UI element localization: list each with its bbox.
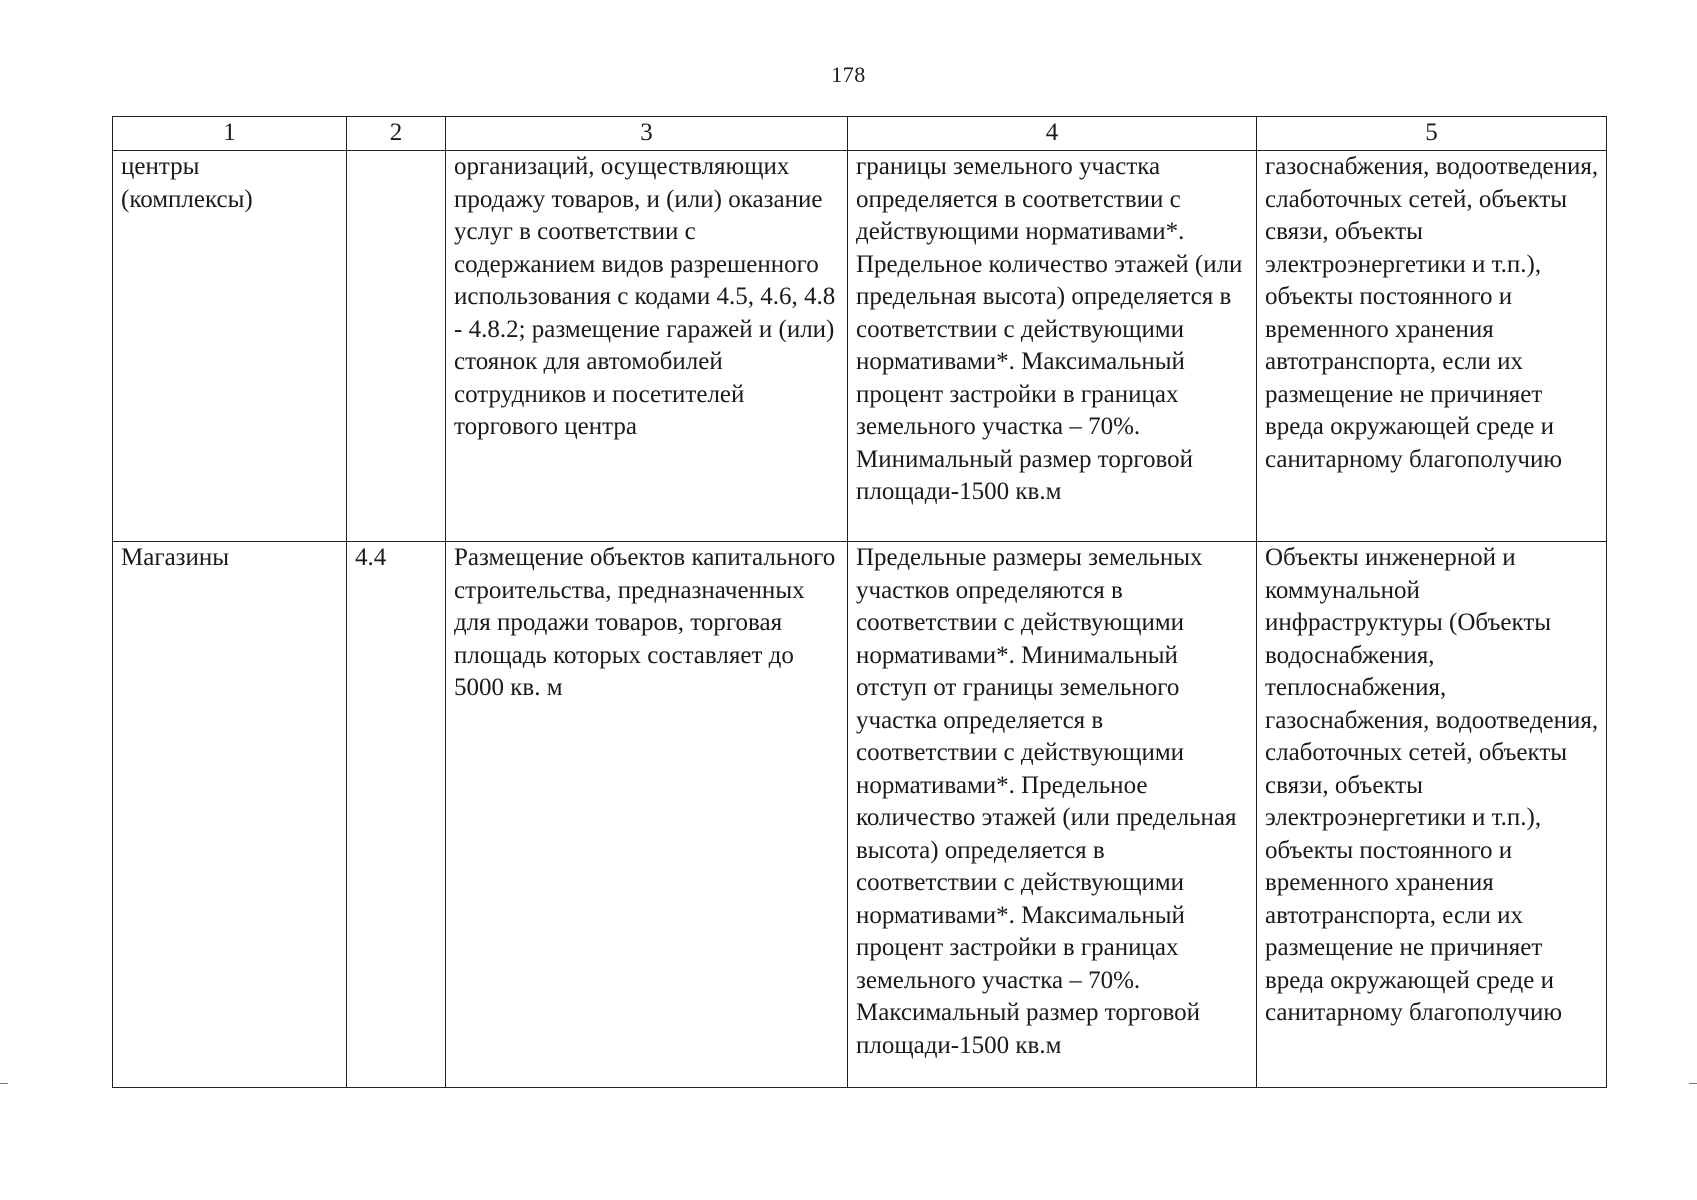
use-description-cell <box>446 542 848 1088</box>
use-type-text: центры (комплексы) <box>121 153 253 213</box>
auxiliary-objects-text: газоснабжения, водоотведения, слаботочных сетей, объекты связи, объекты электроэнергетики и т.п.), объекты постоянного и временного хранения автотранспорта, если их размещение не причиняет вреда окружающей среде и санитарному благополучию <box>1265 153 1599 473</box>
left-edge-mark <box>0 1083 8 1084</box>
column-header: 4 <box>848 117 1257 151</box>
use-type-cell <box>113 542 347 1088</box>
regulations-table <box>112 116 1607 1088</box>
use-code-cell <box>347 542 446 1088</box>
right-edge-mark <box>1689 1083 1697 1084</box>
use-code-cell <box>347 151 446 542</box>
parameters-cell <box>848 542 1257 1088</box>
use-description-text: Размещение объектов капитального строительства, предназначенных для продажи товаров, торговая площадь которых составляет до 5000 кв. м <box>454 544 836 701</box>
use-type-text: Магазины <box>121 544 230 571</box>
use-description-cell <box>446 151 848 542</box>
parameters-cell <box>848 151 1257 542</box>
parameters-text: границы земельного участка определяется в соответствии с действующими нормативами*. Предельное количество этажей (или предельная высота) определяется в соответствии с действующими нормативами*. Максимальный процент застройки в границах земельного участка – 70%. Минимальный размер торговой площади-1500 кв.м <box>856 153 1243 505</box>
auxiliary-objects-cell <box>1257 151 1607 542</box>
auxiliary-objects-text: Объекты инженерной и коммунальной инфраструктуры (Объекты водоснабжения, теплоснабжения, газоснабжения, водоотведения, слаботочных сетей, объекты связи, объекты электроэнергетики и т.п.), объекты постоянного и временного хранения автотранспорта, если их размещение не причиняет вреда окружающей среде и санитарному благополучию <box>1265 544 1599 1026</box>
table-header-row <box>113 117 1607 151</box>
parameters-text: Предельные размеры земельных участков определяются в соответствии с действующими нормативами*. Минимальный отступ от границы земельного участка определяется в соответствии с действующими нормативами*. Предельное количество этажей (или предельная высота) определяется в соответствии с действующими нормативами*. Максимальный процент застройки в границах земельного участка – 70%. Максимальный размер торговой площади-1500 кв.м <box>856 544 1237 1059</box>
table-row <box>113 542 1607 1088</box>
table-row <box>113 151 1607 542</box>
column-header: 1 <box>113 117 347 151</box>
use-code-text: 4.4 <box>355 544 387 571</box>
column-header: 5 <box>1257 117 1607 151</box>
auxiliary-objects-cell <box>1257 542 1607 1088</box>
use-type-cell <box>113 151 347 542</box>
use-description-text: организаций, осуществляющих продажу товаров, и (или) оказание услуг в соответствии с содержанием видов разрешенного использования с кодами 4.5, 4.6, 4.8 - 4.8.2; размещение гаражей и (или) стоянок для автомобилей сотрудников и посетителей торгового центра <box>454 153 836 440</box>
column-header: 2 <box>347 117 446 151</box>
column-header: 3 <box>446 117 848 151</box>
page-number: 178 <box>831 62 866 87</box>
